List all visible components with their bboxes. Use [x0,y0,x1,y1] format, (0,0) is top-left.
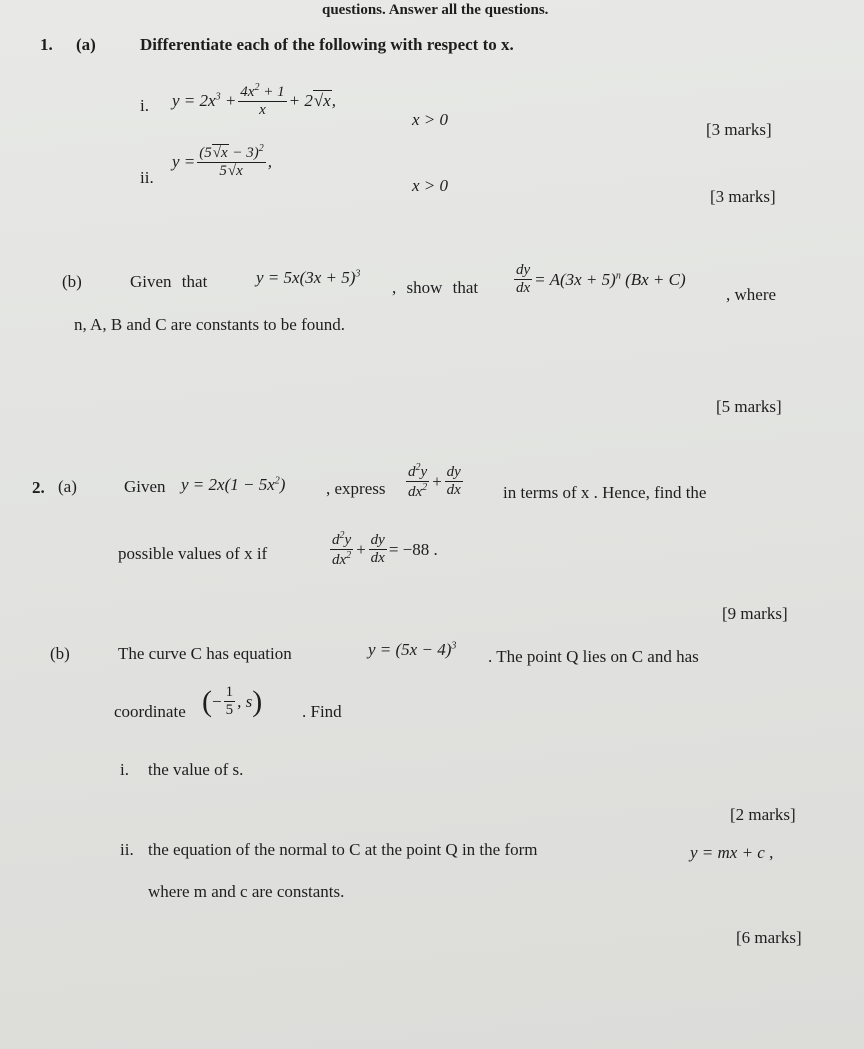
q1-number: 1. [40,35,53,54]
q2b-coordinate: coordinate [114,702,186,721]
q1a-label: (a) [76,35,96,54]
q2b-intro: The curve C has equation [118,644,292,663]
q2b-ii-marks: [6 marks] [736,928,802,947]
q2b-i-marks: [2 marks] [730,805,796,824]
q2b-ii-roman: ii. [120,840,134,859]
q1b-marks: [5 marks] [716,397,782,416]
q2a-given: Given [124,477,166,496]
q1b-show: , show that [392,278,479,297]
q2b-ii-text2: where m and c are constants. [148,882,345,901]
q1a-ii-equation: y = $\frac{(5√x - 3)^2}{5√x}$ , [172,143,273,180]
q1b-equation: $y = 5x(3x + 5)^3$ [256,268,361,287]
q2b-coordinate-value: ( − $\frac{1}{5}$ , s ) [202,684,263,719]
q2b-equation: $y = (5x - 4)^3$ [368,640,457,659]
q2b-label: (b) [50,644,70,663]
q1a-ii-roman: ii. [140,168,154,187]
q1b-given: Given that [130,272,208,291]
q2a-equation: $y = 2x(1 - 5x^2)$ [181,475,286,494]
q1b-constants: n, A, B and C are constants to be found. [74,315,346,334]
q2b-i-text: the value of s. [148,760,244,779]
q2a-express: , express [326,479,386,498]
q2a-expression: $\frac{d^2y}{dx^2}$ + $\frac{dy}{dx}$ [408,462,461,501]
q2b-point: . The point Q lies on C and has [488,647,699,666]
q1a-ii-marks: [3 marks] [710,187,776,206]
q2a-marks: [9 marks] [722,604,788,623]
q1b-where: , where [726,285,777,304]
q1a-ii-condition: x > 0 [412,176,449,195]
q2a-label: (a) [58,477,77,496]
q2b-ii-form: y = mx + c , [690,843,774,862]
q1a-i-marks: [3 marks] [706,120,772,139]
header-text: questions. Answer all the questions. [322,2,549,18]
q2b-ii-text: the equation of the normal to C at the point Q in the form [148,840,538,859]
q1b-derivative: $\frac{dy}{dx}$ = $A(3x + 5)^n$ (Bx + C) [516,262,686,297]
q1a-i-equation: $y = 2x^3$ + $\frac{4x^2 + 1}{x}$ + 2√x, [172,82,336,119]
q2a-possible: possible values of x if [118,544,268,563]
q2a-terms: in terms of x . Hence, find the [503,483,707,502]
q2b-find: . Find [302,702,342,721]
q1a-instruction: Differentiate each of the following with respect to x. [140,35,514,54]
q1a-i-roman: i. [140,96,149,115]
q1b-label: (b) [62,272,82,291]
q1a-i-condition: x > 0 [412,110,449,129]
q2a-condition-equation: $\frac{d^2y}{dx^2}$ + $\frac{dy}{dx}$ = −88 . [332,530,438,569]
q2b-i-roman: i. [120,760,129,779]
q2-number: 2. [32,478,45,497]
